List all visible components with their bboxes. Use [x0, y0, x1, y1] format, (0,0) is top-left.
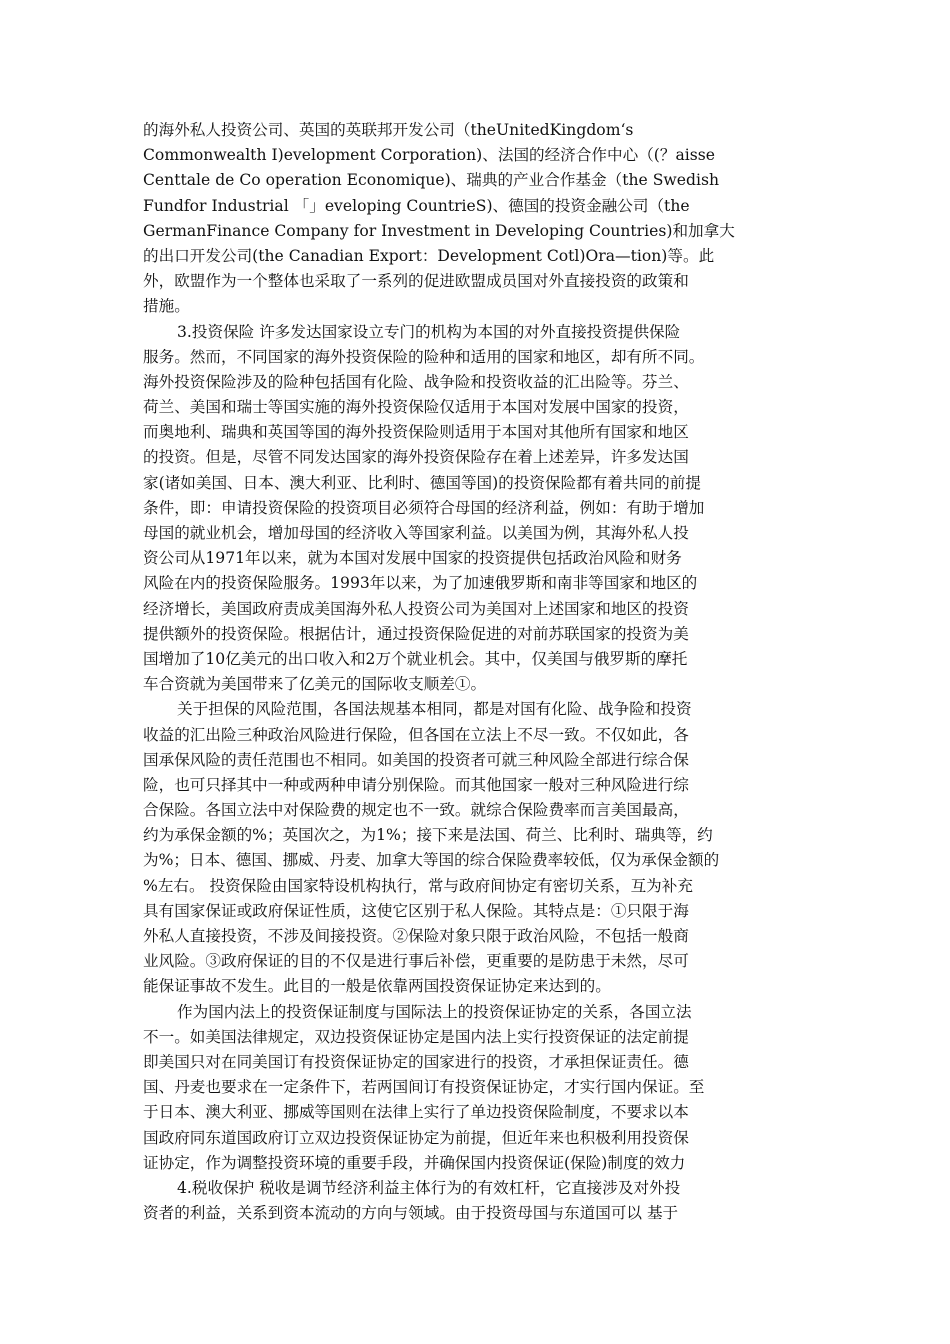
text-line: 能保证事故不发生。此目的一般是依靠两国投资保证协定来达到的。 — [143, 977, 611, 996]
text-line: 的出口开发公司(the Canadian Export：Development Cotl)Ora—tion)等。此 — [143, 246, 715, 265]
text-line: 合保险。各国立法中对保险费的规定也不一致。就综合保险费率而言美国最高， — [143, 801, 689, 820]
text-line: 国承保风险的责任范围也不相同。如美国的投资者可就三种风险全部进行综合保 — [143, 750, 689, 769]
text-line: 为%；日本、德国、挪威、丹麦、加拿大等国的综合保险费率较低，仅为承保金额的 — [143, 851, 720, 870]
text-line: 于日本、澳大利亚、挪威等国则在法律上实行了单边投资保险制度，不要求以本 — [143, 1103, 689, 1122]
text-line: 外，欧盟作为一个整体也采取了一系列的促进欧盟成员国对外直接投资的政策和 — [143, 272, 689, 291]
text-line: 险，也可只择其中一种或两种申请分别保险。而其他国家一般对三种风险进行综 — [143, 775, 689, 794]
text-line: 即美国只对在同美国订有投资保证协定的国家进行的投资，才承担保证责任。德 — [143, 1052, 689, 1071]
text-line: 业风险。③政府保证的目的不仅是进行事后补偿，更重要的是防患于未然，尽可 — [143, 952, 689, 971]
text-line: 4.税收保护 税收是调节经济利益主体行为的有效杠杆，它直接涉及对外投 — [177, 1178, 681, 1197]
text-line: 国政府同东道国政府订立双边投资保证协定为前提，但近年来也积极利用投资保 — [143, 1128, 689, 1147]
document-body — [143, 118, 808, 1226]
text-line: 外私人直接投资，不涉及间接投资。②保险对象只限于政治风险，不包括一般商 — [143, 927, 689, 945]
text-line: 关于担保的风险范围，各国法规基本相同，都是对国有化险、战争险和投资 — [177, 700, 692, 719]
text-line: 的投资。但是，尽管不同发达国家的海外投资保险存在着上述差异，许多发达国 — [143, 448, 689, 467]
text-line: 的海外私人投资公司、英国的英联邦开发公司（theUnitedKingdom‘s — [143, 121, 634, 139]
text-line: 资者的利益，关系到资本流动的方向与领域。由于投资母国与东道国可以 基于 — [143, 1204, 679, 1223]
text-line: 而奥地利、瑞典和英国等国的海外投资保险则适用于本国对其他所有国家和地区 — [143, 423, 689, 442]
text-line: 国增加了10亿美元的出口收入和2万个就业机会。其中，仅美国与俄罗斯的摩托 — [143, 649, 688, 668]
text-line: 不一。如美国法律规定，双边投资保证协定是国内法上实行投资保证的法定前提 — [143, 1027, 689, 1046]
text-line: 经济增长，美国政府责成美国海外私人投资公司为美国对上述国家和地区的投资 — [143, 599, 689, 618]
text-line: 3.投资保险 许多发达国家设立专门的机构为本国的对外直接投资提供保险 — [177, 322, 681, 341]
text-line: GermanFinance Company for Investment in Developing Countries)和加拿大 — [143, 221, 735, 240]
text-line: 提供额外的投资保险。根据估计，通过投资保险促进的对前苏联国家的投资为美 — [143, 624, 689, 643]
text-line: 收益的汇出险三种政治风险进行保险，但各国在立法上不尽一致。不仅如此，各 — [143, 725, 689, 744]
text-line: 国、丹麦也要求在一定条件下，若两国间订有投资保证协定，才实行国内保证。至 — [143, 1078, 705, 1097]
text-line: 资公司从1971年以来，就为本国对发展中国家的投资提供包括政治风险和财务 — [143, 549, 682, 568]
text-line: 措施。 — [143, 297, 190, 316]
text-line: 风险在内的投资保险服务。1993年以来，为了加速俄罗斯和南非等国家和地区的 — [143, 574, 698, 593]
text-line: 家(诸如美国、日本、澳大利亚、比利时、德国等国)的投资保险都有着共同的前提 — [143, 473, 701, 492]
text-line: Centtale de Co operation Economique)、瑞典的产业合作基金（the Swedish — [143, 171, 719, 190]
text-line: 服务。然而，不同国家的海外投资保险的险种和适用的国家和地区，却有所不同。 — [143, 347, 705, 366]
text-line: 具有国家保证或政府保证性质，这使它区别于私人保险。其特点是：①只限于海 — [143, 901, 689, 920]
text-line: 作为国内法上的投资保证制度与国际法上的投资保证协定的关系，各国立法 — [177, 1002, 692, 1021]
text-line: 证协定，作为调整投资环境的重要手段，并确保国内投资保证(保险)制度的效力 — [143, 1153, 686, 1172]
text-line: 海外投资保险涉及的险种包括国有化险、战争险和投资收益的汇出险等。芬兰、 — [143, 372, 689, 391]
text-line: %左右。 投资保险由国家特设机构执行，常与政府间协定有密切关系，互为补充 — [143, 876, 693, 895]
text-line: Commonwealth I)evelopment Corporation)、法国的经济合作中心（(？aisse — [143, 146, 715, 165]
text-line: Fundfor Industrial 「」eveloping CountrieS)、德国的投资金融公司（the — [143, 196, 690, 215]
text-line: 荷兰、美国和瑞士等国实施的海外投资保险仅适用于本国对发展中国家的投资， — [143, 398, 689, 417]
text-line: 母国的就业机会，增加母国的经济收入等国家利益。以美国为例，其海外私人投 — [143, 524, 689, 542]
text-line: 车合资就为美国带来了亿美元的国际收支顺差①。 — [143, 675, 487, 694]
text-line: 约为承保金额的%；英国次之，为1%；接下来是法国、荷兰、比利时、瑞典等，约 — [143, 826, 713, 845]
text-line: 条件，即：申请投资保险的投资项目必须符合母国的经济利益，例如：有助于增加 — [143, 498, 705, 517]
